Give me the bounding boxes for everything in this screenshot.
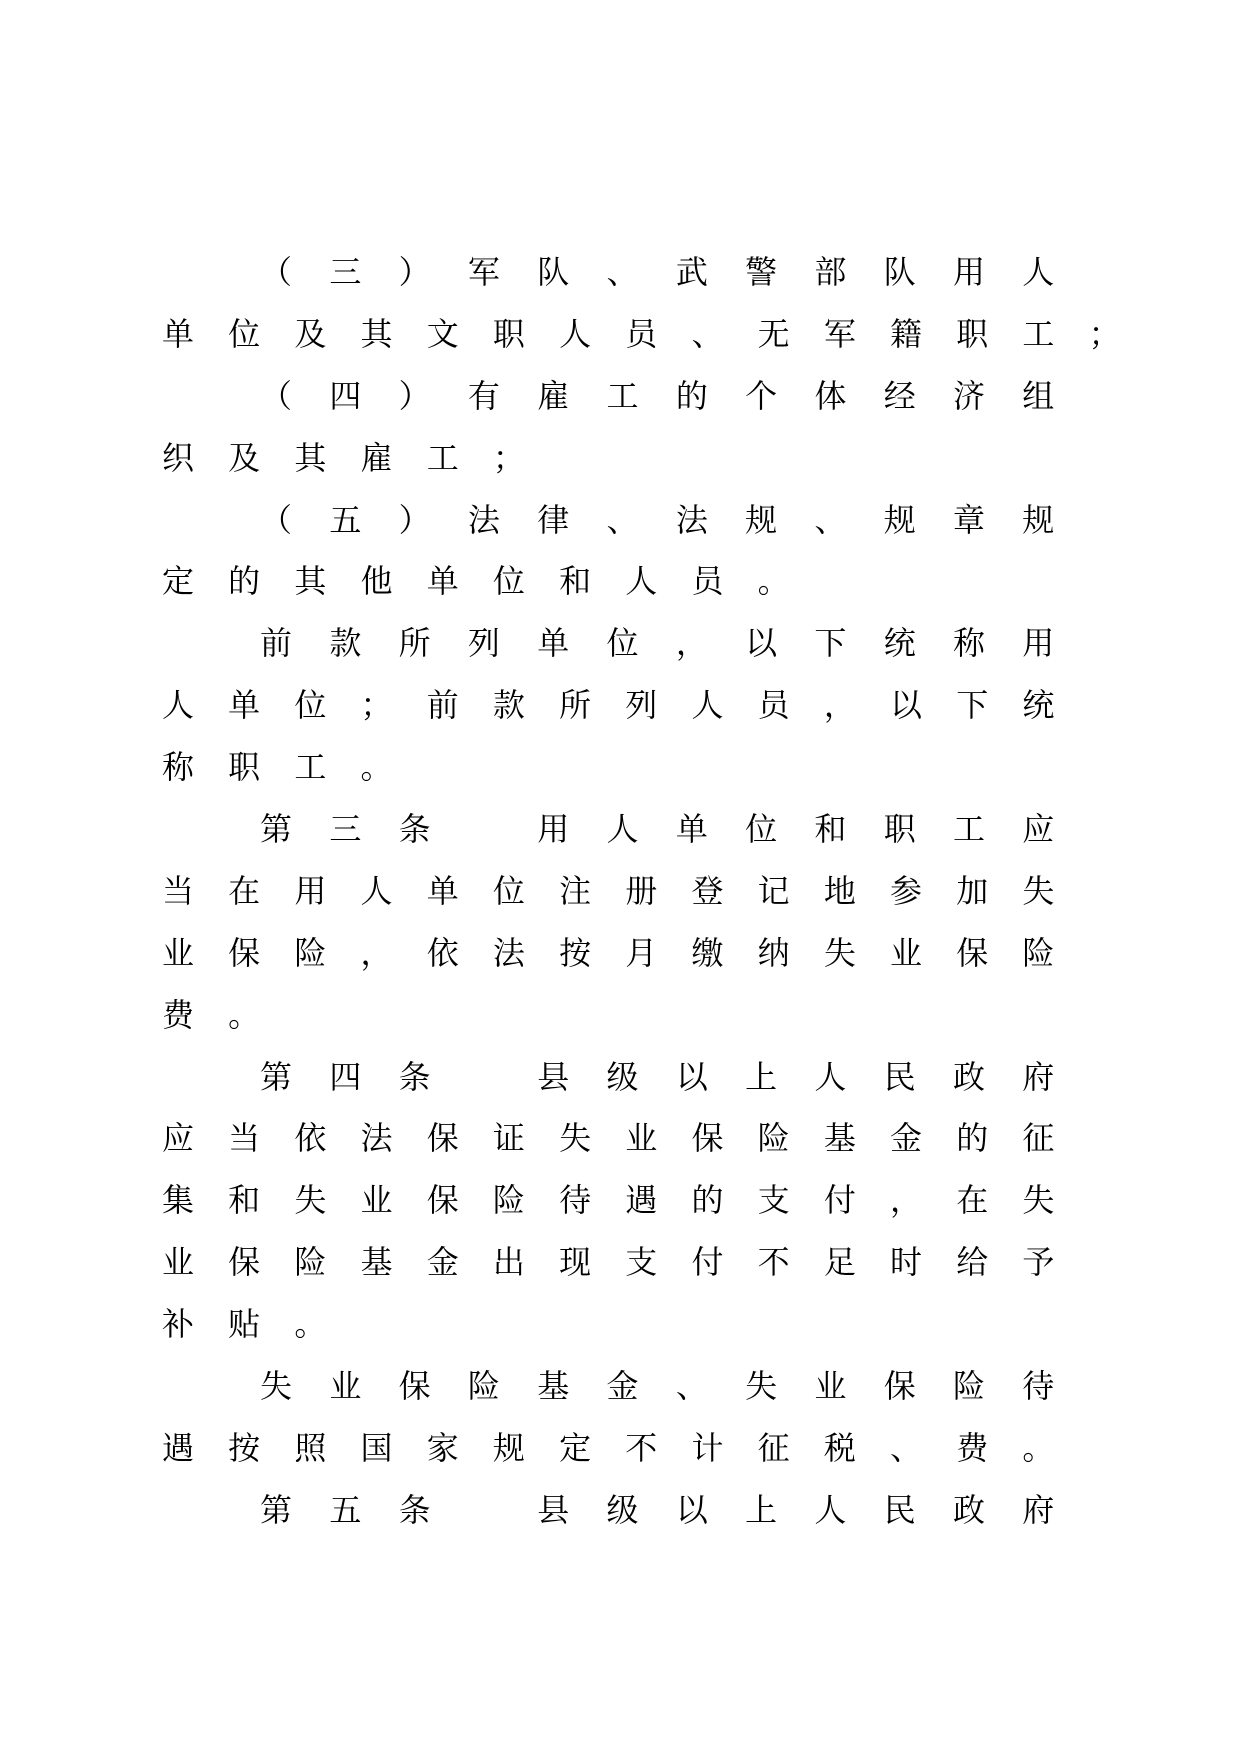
character: 队 bbox=[537, 253, 570, 291]
character: 法 bbox=[360, 1119, 393, 1158]
character: 失 bbox=[745, 1367, 778, 1406]
character bbox=[449, 799, 518, 861]
character: 员 bbox=[625, 314, 658, 353]
character: 支 bbox=[625, 1243, 658, 1282]
article-5 bbox=[0, 1480, 1240, 1542]
character: 注 bbox=[559, 871, 592, 910]
character: 条 bbox=[398, 810, 431, 849]
character: 工 bbox=[606, 376, 639, 415]
character: 地 bbox=[823, 871, 856, 910]
character: 失 bbox=[294, 1181, 327, 1220]
text-line bbox=[0, 923, 1240, 985]
character: 其 bbox=[294, 438, 327, 477]
character: 的 bbox=[675, 376, 708, 415]
character: 人 bbox=[606, 810, 639, 849]
paragraph-definitions bbox=[0, 613, 1240, 799]
character: 的 bbox=[956, 1119, 989, 1158]
character: 上 bbox=[745, 1490, 778, 1529]
character: 按 bbox=[228, 1428, 261, 1467]
character: 用 bbox=[953, 253, 986, 291]
character: 人 bbox=[625, 562, 658, 601]
character: 其 bbox=[294, 562, 327, 601]
paragraph-item-4 bbox=[0, 366, 1240, 490]
character: （ bbox=[260, 500, 293, 539]
character: 级 bbox=[606, 1057, 639, 1096]
character: 人 bbox=[559, 314, 592, 353]
character: 家 bbox=[426, 1428, 459, 1467]
character: 县 bbox=[537, 1057, 570, 1096]
text-line bbox=[0, 861, 1240, 923]
character: 人 bbox=[1022, 253, 1055, 291]
character: 。 bbox=[757, 562, 790, 601]
character: 职 bbox=[228, 748, 261, 787]
paragraph-item-3 bbox=[0, 242, 1240, 366]
character: 规 bbox=[1022, 500, 1055, 539]
character: 险 bbox=[953, 1367, 986, 1406]
character: 、 bbox=[675, 1367, 708, 1406]
character: 业 bbox=[360, 1181, 393, 1220]
character: 和 bbox=[559, 562, 592, 601]
character: 职 bbox=[492, 314, 525, 353]
character: 人 bbox=[360, 871, 393, 910]
character: 当 bbox=[228, 1119, 261, 1158]
character: ， bbox=[675, 624, 708, 663]
character: 登 bbox=[691, 871, 724, 910]
character: 单 bbox=[228, 686, 261, 725]
character: 依 bbox=[294, 1119, 327, 1158]
paragraph-item-5 bbox=[0, 490, 1240, 614]
character: 经 bbox=[883, 376, 916, 415]
article-heading-line bbox=[0, 1480, 1240, 1542]
character: 工 bbox=[1022, 314, 1055, 353]
character: ； bbox=[1088, 314, 1121, 353]
character: 加 bbox=[956, 871, 989, 910]
character: 单 bbox=[426, 871, 459, 910]
character: 及 bbox=[228, 438, 261, 477]
character: 单 bbox=[537, 624, 570, 663]
character: 用 bbox=[1022, 624, 1055, 663]
character: 征 bbox=[1022, 1119, 1055, 1158]
character: 险 bbox=[294, 933, 327, 972]
character: 所 bbox=[398, 624, 431, 663]
character: 雇 bbox=[360, 438, 393, 477]
character: 证 bbox=[492, 1119, 525, 1158]
character: 他 bbox=[360, 562, 393, 601]
character: 失 bbox=[559, 1119, 592, 1158]
text-line bbox=[0, 985, 1240, 1047]
character: 单 bbox=[675, 810, 708, 849]
character: 保 bbox=[426, 1119, 459, 1158]
character: 现 bbox=[559, 1243, 592, 1282]
character: 位 bbox=[492, 562, 525, 601]
character: （ bbox=[260, 253, 293, 291]
character: 府 bbox=[1022, 1490, 1055, 1529]
character: 五 bbox=[329, 1490, 362, 1529]
character: 保 bbox=[228, 933, 261, 972]
character: ， bbox=[823, 686, 856, 725]
character: 民 bbox=[883, 1057, 916, 1096]
character: 税 bbox=[823, 1428, 856, 1467]
character: 参 bbox=[890, 871, 923, 910]
character: 付 bbox=[823, 1181, 856, 1220]
character: 业 bbox=[161, 1243, 194, 1282]
character: ） bbox=[398, 376, 431, 415]
character: 、 bbox=[890, 1428, 923, 1467]
character: 定 bbox=[559, 1428, 592, 1467]
character: 有 bbox=[467, 376, 500, 415]
character: 册 bbox=[625, 871, 658, 910]
character: ， bbox=[360, 933, 393, 972]
character: 按 bbox=[559, 933, 592, 972]
character: ； bbox=[360, 686, 393, 725]
character: 、 bbox=[691, 314, 724, 353]
character: 县 bbox=[537, 1490, 570, 1529]
character: 下 bbox=[814, 624, 847, 663]
character: 人 bbox=[161, 686, 194, 725]
character: 所 bbox=[559, 686, 592, 725]
character: 列 bbox=[625, 686, 658, 725]
article-4 bbox=[0, 1047, 1240, 1356]
character: 业 bbox=[329, 1367, 362, 1406]
character: 业 bbox=[625, 1119, 658, 1158]
character: 应 bbox=[161, 1119, 194, 1158]
character: 无 bbox=[757, 314, 790, 353]
text-line bbox=[0, 242, 1240, 304]
character: 职 bbox=[883, 810, 916, 849]
character: 军 bbox=[467, 253, 500, 291]
character: 位 bbox=[294, 686, 327, 725]
character: 位 bbox=[745, 810, 778, 849]
character: 四 bbox=[329, 1057, 362, 1096]
text-line bbox=[0, 1418, 1240, 1480]
character: 不 bbox=[757, 1243, 790, 1282]
character: 基 bbox=[360, 1243, 393, 1282]
character: 付 bbox=[691, 1243, 724, 1282]
character: 位 bbox=[228, 314, 261, 353]
character: 业 bbox=[814, 1367, 847, 1406]
character: 。 bbox=[294, 1305, 327, 1344]
character: 以 bbox=[675, 1490, 708, 1529]
character: 籍 bbox=[890, 314, 923, 353]
character: 遇 bbox=[161, 1428, 194, 1467]
character: 支 bbox=[757, 1181, 790, 1220]
text-line bbox=[0, 490, 1240, 552]
character: 规 bbox=[492, 1428, 525, 1467]
character: 章 bbox=[953, 500, 986, 539]
character: 第 bbox=[260, 810, 293, 849]
character: 当 bbox=[161, 871, 194, 910]
text-line bbox=[0, 675, 1240, 737]
character: 款 bbox=[492, 686, 525, 725]
character: 个 bbox=[745, 376, 778, 415]
text-line bbox=[0, 304, 1240, 366]
character: 费 bbox=[161, 995, 194, 1034]
character: 队 bbox=[883, 253, 916, 291]
character: 织 bbox=[161, 438, 194, 477]
character: 时 bbox=[890, 1243, 923, 1282]
character: 缴 bbox=[691, 933, 724, 972]
character: 警 bbox=[745, 253, 778, 291]
character: 和 bbox=[228, 1181, 261, 1220]
character: 体 bbox=[814, 376, 847, 415]
character: 补 bbox=[161, 1305, 194, 1344]
character: 第 bbox=[260, 1490, 293, 1529]
character: 军 bbox=[823, 314, 856, 353]
character: 三 bbox=[329, 810, 362, 849]
character: 前 bbox=[426, 686, 459, 725]
article-heading-line bbox=[0, 799, 1240, 861]
paragraph-tax-exemption bbox=[0, 1356, 1240, 1480]
character: 上 bbox=[745, 1057, 778, 1096]
character: 业 bbox=[890, 933, 923, 972]
character: 。 bbox=[1022, 1428, 1055, 1467]
character: 规 bbox=[883, 500, 916, 539]
character: 。 bbox=[360, 748, 393, 787]
character: 保 bbox=[691, 1119, 724, 1158]
character: 足 bbox=[823, 1243, 856, 1282]
character: 定 bbox=[161, 562, 194, 601]
character: 位 bbox=[606, 624, 639, 663]
character: ） bbox=[398, 253, 431, 291]
text-line bbox=[0, 366, 1240, 428]
character: 统 bbox=[1022, 686, 1055, 725]
character: 法 bbox=[492, 933, 525, 972]
character: 民 bbox=[883, 1490, 916, 1529]
character: 待 bbox=[559, 1181, 592, 1220]
character: 法 bbox=[467, 500, 500, 539]
text-line bbox=[0, 428, 1240, 490]
character: 失 bbox=[1022, 871, 1055, 910]
character: 贴 bbox=[228, 1305, 261, 1344]
character: 级 bbox=[606, 1490, 639, 1529]
character: 武 bbox=[675, 253, 708, 291]
character: 不 bbox=[625, 1428, 658, 1467]
character: 、 bbox=[606, 500, 639, 539]
character: 险 bbox=[757, 1119, 790, 1158]
character: 的 bbox=[228, 562, 261, 601]
character: 员 bbox=[757, 686, 790, 725]
character: 部 bbox=[814, 253, 847, 291]
text-line bbox=[0, 551, 1240, 613]
character: 人 bbox=[814, 1057, 847, 1096]
character: 予 bbox=[1022, 1243, 1055, 1282]
character: 规 bbox=[745, 500, 778, 539]
character: ） bbox=[398, 500, 431, 539]
character: 集 bbox=[161, 1181, 194, 1220]
character: 照 bbox=[294, 1428, 327, 1467]
character: 文 bbox=[426, 314, 459, 353]
article-3 bbox=[0, 799, 1240, 1047]
character: 失 bbox=[823, 933, 856, 972]
text-line bbox=[0, 1294, 1240, 1356]
character: 业 bbox=[161, 933, 194, 972]
text-line bbox=[0, 737, 1240, 799]
character: 、 bbox=[606, 253, 639, 291]
character: 条 bbox=[398, 1057, 431, 1096]
character: 单 bbox=[161, 314, 194, 353]
character: 以 bbox=[890, 686, 923, 725]
text-line bbox=[0, 1232, 1240, 1294]
text-line bbox=[0, 1108, 1240, 1170]
character: 员 bbox=[691, 562, 724, 601]
character: 金 bbox=[606, 1367, 639, 1406]
article-heading-line bbox=[0, 1047, 1240, 1109]
character: 前 bbox=[260, 624, 293, 663]
character: 下 bbox=[956, 686, 989, 725]
character: ； bbox=[492, 438, 525, 477]
character: 称 bbox=[953, 624, 986, 663]
character: 保 bbox=[426, 1181, 459, 1220]
character: 称 bbox=[161, 748, 194, 787]
character: 出 bbox=[492, 1243, 525, 1282]
character: 依 bbox=[426, 933, 459, 972]
character: 遇 bbox=[625, 1181, 658, 1220]
character: 工 bbox=[294, 748, 327, 787]
document-body bbox=[0, 242, 1240, 1542]
character: 用 bbox=[294, 871, 327, 910]
character: 用 bbox=[537, 810, 570, 849]
character: 征 bbox=[757, 1428, 790, 1467]
character: 律 bbox=[537, 500, 570, 539]
character: 失 bbox=[260, 1367, 293, 1406]
character: （ bbox=[260, 376, 293, 415]
character: 五 bbox=[329, 500, 362, 539]
character: 其 bbox=[360, 314, 393, 353]
character: 。 bbox=[228, 995, 261, 1034]
character: 保 bbox=[956, 933, 989, 972]
character: 失 bbox=[1022, 1181, 1055, 1220]
character: 金 bbox=[890, 1119, 923, 1158]
character: 计 bbox=[691, 1428, 724, 1467]
character: 给 bbox=[956, 1243, 989, 1282]
character: 记 bbox=[757, 871, 790, 910]
text-line bbox=[0, 1356, 1240, 1418]
text-line bbox=[0, 1170, 1240, 1232]
character: 险 bbox=[492, 1181, 525, 1220]
character: 条 bbox=[398, 1490, 431, 1529]
character: 月 bbox=[625, 933, 658, 972]
character: 基 bbox=[537, 1367, 570, 1406]
character: 险 bbox=[294, 1243, 327, 1282]
character: 职 bbox=[956, 314, 989, 353]
character: 国 bbox=[360, 1428, 393, 1467]
character: 工 bbox=[426, 438, 459, 477]
character: 雇 bbox=[537, 376, 570, 415]
character: 、 bbox=[814, 500, 847, 539]
character: 保 bbox=[883, 1367, 916, 1406]
character: 工 bbox=[953, 810, 986, 849]
character: 金 bbox=[426, 1243, 459, 1282]
character: 待 bbox=[1022, 1367, 1055, 1406]
character: 政 bbox=[953, 1057, 986, 1096]
character: 险 bbox=[467, 1367, 500, 1406]
character: 款 bbox=[329, 624, 362, 663]
character: 保 bbox=[398, 1367, 431, 1406]
character: 第 bbox=[260, 1057, 293, 1096]
character: 人 bbox=[814, 1490, 847, 1529]
character: 应 bbox=[1022, 810, 1055, 849]
character: 四 bbox=[329, 376, 362, 415]
character: 三 bbox=[329, 253, 362, 291]
character: 保 bbox=[228, 1243, 261, 1282]
character: 以 bbox=[675, 1057, 708, 1096]
character: 以 bbox=[745, 624, 778, 663]
character: 险 bbox=[1022, 933, 1055, 972]
character: 组 bbox=[1022, 376, 1055, 415]
character: 的 bbox=[691, 1181, 724, 1220]
character: 单 bbox=[426, 562, 459, 601]
text-line bbox=[0, 613, 1240, 675]
character: 列 bbox=[467, 624, 500, 663]
character: 法 bbox=[675, 500, 708, 539]
character: 及 bbox=[294, 314, 327, 353]
character: 位 bbox=[492, 871, 525, 910]
character: 府 bbox=[1022, 1057, 1055, 1096]
character: 费 bbox=[956, 1428, 989, 1467]
character: 在 bbox=[228, 871, 261, 910]
character bbox=[449, 1047, 518, 1109]
character bbox=[449, 1480, 518, 1542]
character: 政 bbox=[953, 1490, 986, 1529]
character: 济 bbox=[953, 376, 986, 415]
character: 人 bbox=[691, 686, 724, 725]
character: 基 bbox=[823, 1119, 856, 1158]
character: 在 bbox=[956, 1181, 989, 1220]
character: 统 bbox=[883, 624, 916, 663]
character: 纳 bbox=[757, 933, 790, 972]
character: ， bbox=[890, 1181, 923, 1220]
character: 和 bbox=[814, 810, 847, 849]
